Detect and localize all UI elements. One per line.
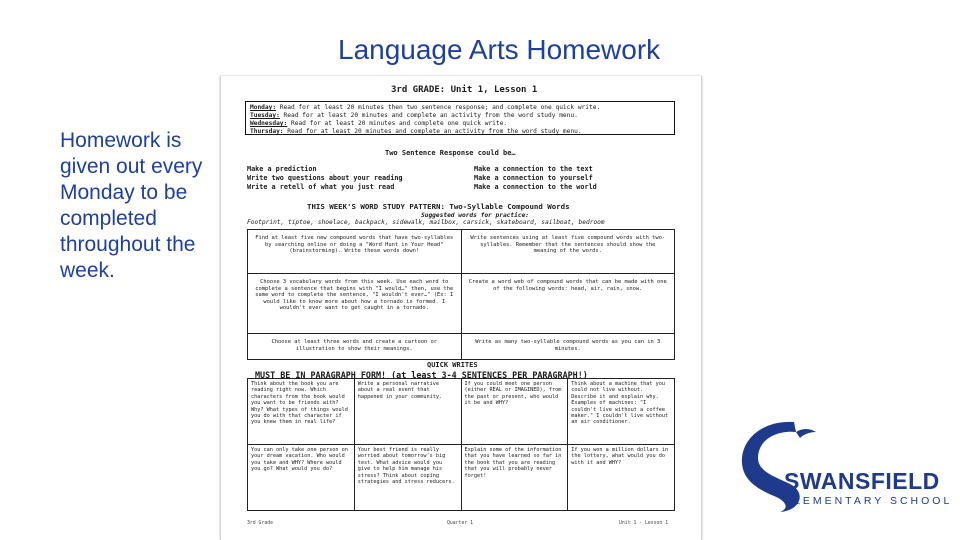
table-cell: Choose at least three words and create a cartoon or illustration to show their meanings. — [248, 334, 462, 360]
schedule-row: Tuesday: Read for at least 20 minutes and complete an activity from the word study menu. — [250, 112, 578, 119]
list-item: Make a connection to the world — [474, 182, 597, 191]
two-sentence-right-list — [474, 165, 597, 191]
list-item: Make a prediction — [247, 165, 317, 173]
document-title: 3rd GRADE: Unit 1, Lesson 1 — [391, 85, 538, 95]
table-cell: Write sentences using at least five compound words with two-syllables. Remember that the sentences should show the meaning of the words. — [461, 230, 675, 274]
table-row — [248, 334, 675, 360]
footer-right: Unit 1 - Lesson 1 — [619, 521, 669, 526]
word-study-table — [247, 229, 675, 360]
list-item: Make a connection to yourself — [474, 173, 593, 182]
footer-left: 3rd Grade — [247, 521, 273, 526]
quick-writes-table — [247, 378, 675, 511]
table-cell: Think about the book you are reading right now. Which characters from the book would you want to be friends with? Why? What types of things would you do with that character if you knew them in real life? — [248, 379, 355, 445]
table-cell: Explain some of the information that you have learned so far in the book that you are reading that you will probably never forget! — [461, 445, 568, 511]
table-cell: Choose 3 vocabulary words from this week. Use each word to complete a sentence that begins with "I would…" then, use the same word to complete the sentence, "I wouldn't ever…" (Ex: I would like to know more about how a tornado is formed. I wouldn't ever want to get caught in a tornado. — [248, 274, 462, 334]
table-cell: Think about a machine that you could not live without. Describe it and explain why. Examples of machines: "I couldn't live without a coffee maker." I couldn't live without an air conditioner. — [568, 379, 675, 445]
list-item: Write two questions about your reading — [247, 173, 403, 182]
word-study-words: Footprint, tiptoe, shoelace, backpack, sidewalk, mailbox, carsick, skateboard, sailboat, bedroom — [247, 219, 605, 226]
logo-name: SWANSFIELD — [784, 468, 940, 494]
table-cell: Find at least five new compound words that have two-syllables by searching online or doing a "Word Hunt in Your Head" (brainstorming). Write these words down! — [248, 230, 462, 274]
word-study-subtitle: Suggested words for practice: — [421, 212, 530, 219]
quick-writes-title: QUICK WRITES — [427, 361, 478, 369]
table-cell: You can only take one person on your dream vacation. Who would you take and WHY? Where would you go? What would you do? — [248, 445, 355, 511]
table-cell: If you could meet one person (either REAL or IMAGINED), from the past or present, who would it be and WHY? — [461, 379, 568, 445]
list-item: Make a connection to the text — [474, 165, 593, 173]
word-study-title: THIS WEEK'S WORD STUDY PATTERN: Two-Syllable Compound Words — [307, 202, 570, 211]
school-logo — [732, 418, 952, 514]
table-row — [248, 379, 675, 445]
table-cell: Create a word web of compound words that can be made with one of the following words: head, air, rain, snow. — [461, 274, 675, 334]
weekly-schedule-box — [245, 101, 675, 135]
logo-subtitle: ELEMENTARY SCHOOL — [784, 495, 953, 507]
two-sentence-left-list — [247, 165, 403, 191]
slide-title: Language Arts Homework — [338, 34, 661, 65]
quick-writes-subtitle: MUST BE IN PARAGRAPH FORM! (at least 3-4 SENTENCES PER PARAGRAPH!) — [255, 370, 588, 380]
two-sentence-title: Two Sentence Response could be… — [385, 149, 516, 157]
footer-center: Quarter 1 — [447, 521, 473, 526]
table-row — [248, 445, 675, 511]
table-cell: If you won a million dollars in the lottery, what would you do with it and WHY? — [568, 445, 675, 511]
list-item: Write a retell of what you just read — [247, 182, 395, 191]
homework-document — [220, 76, 702, 540]
table-cell: Write as many two-syllable compound words as you can in 3 minutes. — [461, 334, 675, 360]
slide-body-text: Homework is given out every Monday to be completed throughout the week. — [60, 129, 203, 282]
table-cell: Write a personal narrative about a real event that happened in your community. — [354, 379, 461, 445]
table-row — [248, 274, 675, 334]
schedule-row: Monday: Read for at least 20 minutes then two sentence response; and complete one quick write. — [250, 104, 601, 111]
table-cell: Your best friend is really worried about tomorrow's big test. What advice would you give to help him manage his stress? Think about coping strategies and stress reducers. — [354, 445, 461, 511]
table-row — [248, 230, 675, 274]
schedule-row: Wednesday: Read for at least 20 minutes and complete one quick write. — [250, 120, 508, 127]
schedule-row: Thursday: Read for at least 20 minutes and complete an activity from the word study menu. — [250, 128, 582, 135]
